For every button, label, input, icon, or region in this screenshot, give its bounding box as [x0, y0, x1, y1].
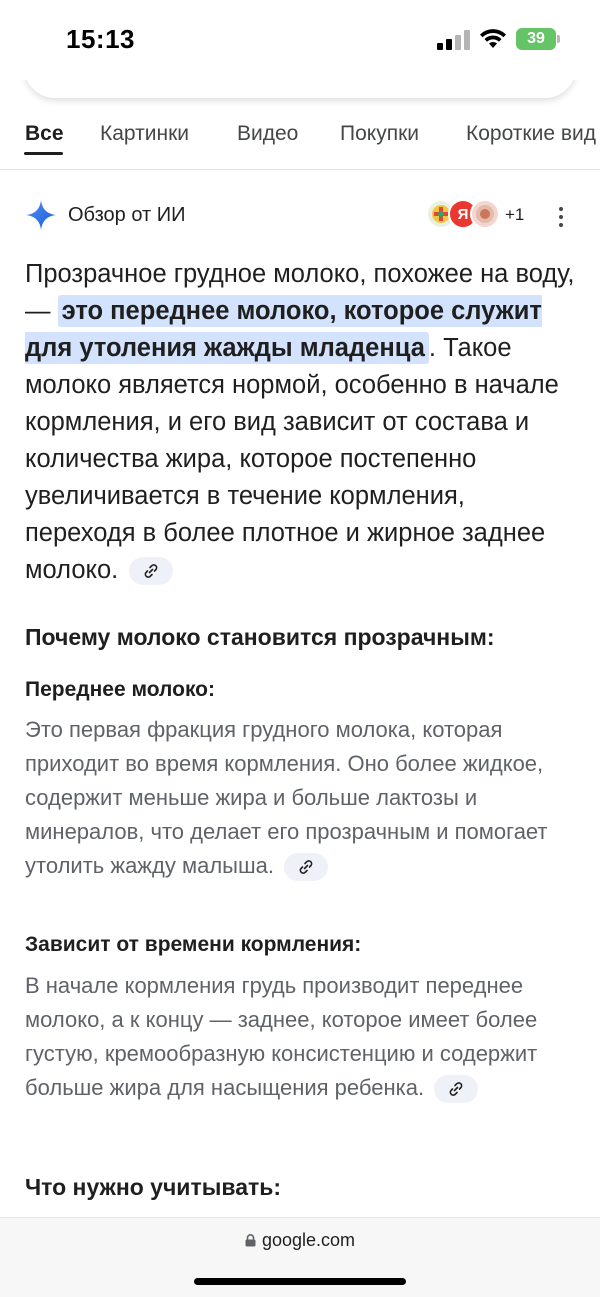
- link-icon: [298, 859, 314, 875]
- ai-overview-summary: [25, 256, 575, 589]
- cellular-signal-icon: [437, 30, 471, 50]
- url-text: google.com: [261, 1230, 356, 1250]
- tab-short-videos[interactable]: Короткие вид: [466, 122, 596, 145]
- tab-all[interactable]: Все: [25, 122, 64, 145]
- summary-text-start: Прозрачное грудное молоко, похожее на воду, —: [25, 260, 575, 325]
- status-time: 15:13: [66, 24, 135, 54]
- wifi-icon: [479, 27, 507, 49]
- yandex-icon[interactable]: Я: [448, 199, 478, 229]
- summary-highlight[interactable]: это переднее молоко, которое служит для утоления жажды младенца: [25, 297, 542, 362]
- source-icon-3[interactable]: [470, 199, 500, 229]
- tab-videos[interactable]: Видео: [237, 122, 299, 145]
- link-icon: [448, 1081, 464, 1097]
- source-link-button[interactable]: [434, 1075, 478, 1103]
- summary-text-end: . Такое молоко является нормой, особенно в начале кормления, и его вид зависит от состава и количества жира, которое постепенно увеличивается в течение кормления, переходя в более плотное и жирное заднее молоко.: [25, 334, 559, 584]
- ai-overview-title: Обзор от ИИ: [68, 204, 186, 226]
- tab-shopping[interactable]: Покупки: [340, 122, 419, 145]
- browser-url-bar[interactable]: [0, 1217, 600, 1297]
- battery-icon: [516, 28, 560, 50]
- url-display[interactable]: [0, 1230, 600, 1251]
- search-tabs: [0, 108, 600, 170]
- status-bar: [0, 0, 600, 80]
- source-icons[interactable]: [426, 199, 506, 233]
- tab-images[interactable]: Картинки: [100, 122, 189, 145]
- home-indicator[interactable]: [194, 1278, 406, 1285]
- section-heading: Почему молоко становится прозрачным:: [25, 624, 495, 650]
- battery-level: 39: [516, 28, 556, 50]
- link-icon: [143, 563, 159, 579]
- item-heading-foremilk: Переднее молоко:: [25, 678, 215, 701]
- lock-icon: [245, 1234, 256, 1247]
- gemini-spark-icon: [25, 199, 57, 231]
- item-text-feeding-time: В начале кормления грудь производит переднее молоко, а к концу — заднее, которое имеет более густую, кремообразную консистенцию и содержит больше жира для насыщения ребенка.: [25, 969, 575, 1105]
- sources-more-count[interactable]: +1: [505, 205, 525, 224]
- item-heading-feeding-time: Зависит от времени кормления:: [25, 933, 362, 956]
- ai-overview-header: [0, 196, 600, 236]
- next-section-heading: Что нужно учитывать:: [25, 1174, 282, 1200]
- source-link-button[interactable]: [284, 853, 328, 881]
- more-options-icon[interactable]: [553, 204, 569, 230]
- item-text-foremilk: Это первая фракция грудного молока, которая приходит во время кормления. Оно более жидкое, содержит меньше жира и больше лактозы и минералов, что делает его прозрачным и помогает утолить жажду малыша.: [25, 713, 575, 883]
- source-link-button[interactable]: [129, 557, 173, 585]
- tab-active-indicator: [24, 152, 63, 155]
